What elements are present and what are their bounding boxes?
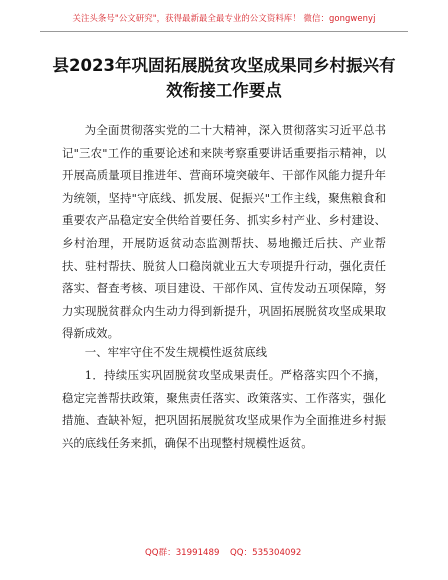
item-1-paragraph: 1．持续压实巩固脱贫攻坚成果责任。严格落实四个不摘，稳定完善帮扶政策，聚焦责任落实、政策落实、工作落实，强化措施、查缺补短，把巩固拓展脱贫攻坚成果作为全面推进乡村振兴的底线任务来抓，确保不出现整村规模性返贫。	[62, 368, 386, 450]
header-divider	[40, 31, 408, 32]
header-banner: 关注头条号"公文研究"，获得最新最全最专业的公文资料库！ 微信：gongwenyj	[72, 13, 376, 23]
footer-qq-number: QQ：535304092	[230, 548, 302, 558]
footer-qq-group: QQ群：31991489	[145, 548, 220, 558]
document-title: 县2023年巩固拓展脱贫攻坚成果同乡村振兴有效衔接工作要点	[52, 56, 396, 100]
intro-paragraph: 为全面贯彻落实党的二十大精神，深入贯彻落实习近平总书记"三农"工作的重要论述和来陕考察重要讲话重要指示精神，以开展高质量项目推进年、营商环境突破年、干部作风能力提升年为统领，坚持"守底线、抓发展、促振兴"工作主线，聚焦粮食和重要农产品稳定安全供给首要任务、抓实乡村产业、乡村建设、乡村治理，开展防返贫动态监测帮扶、易地搬迁后扶、产业帮扶、驻村帮扶、脱贫人口稳岗就业五大专项提升行动，强化责任落实、督查考核、项目建设、干部作风、宣传发动五项保障，努力实现脱贫群众内生动力得到新提升，巩固拓展脱贫攻坚成果取得新成效。	[62, 123, 386, 341]
section-heading: 一、牢牢守住不发生规模性返贫底线	[84, 345, 268, 359]
